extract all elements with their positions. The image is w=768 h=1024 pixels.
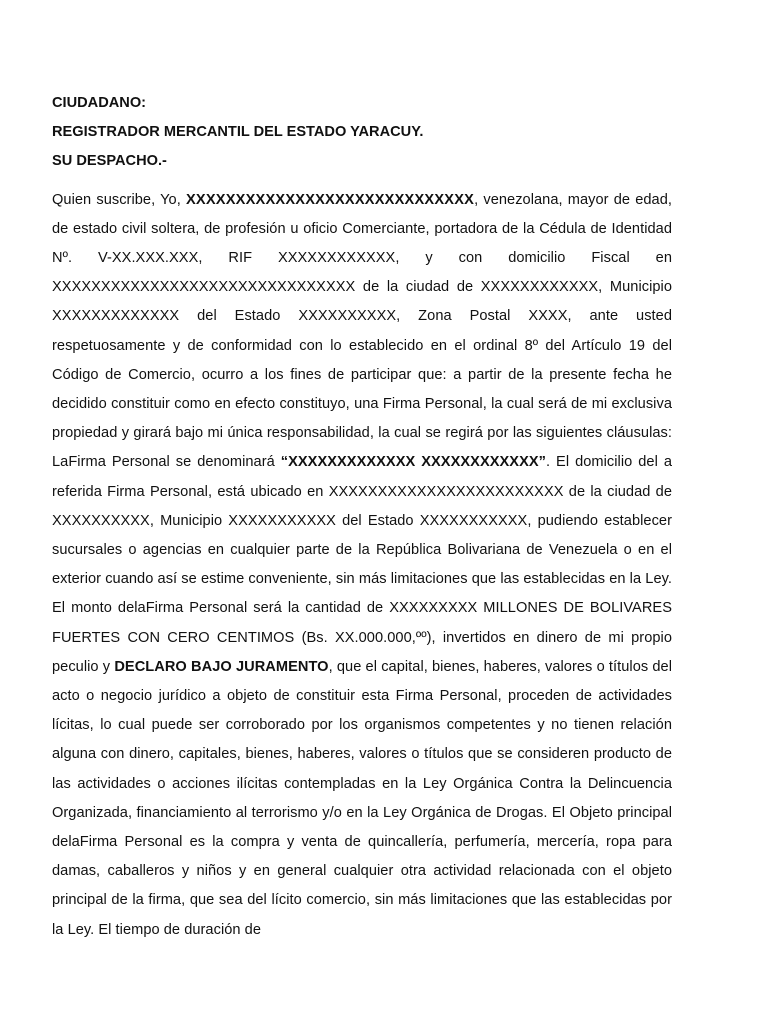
applicant-name: XXXXXXXXXXXXXXXXXXXXXXXXXXXXX xyxy=(185,191,475,208)
body-text-domicile: . El domicilio del a referida Firma Personal, está ubicado en XXXXXXXXXXXXXXXXXXXXXXXX de la ciudad de XXXXXXXXXX, Municipio XXXXXXXXXXX del Estado XXXXXXXXXXX, pudiendo establecer sucursales o agencias en cualquier parte de la República Bolivariana de Venezuela o en el exterior cuando así se estime conveniente, sin más limitaciones que las establecidas en la Ley. El monto delaFirma Personal será la cantidad de XXXXXXXXX MILLONES DE BOLIVARES FUERTES CON CERO CENTIMOS (Bs. XX.000.000,ºº), invertidos en dinero de mi propio peculio y xyxy=(52,454,672,675)
body-paragraph xyxy=(52,186,672,945)
sworn-declaration: DECLARO BAJO JURAMENTO xyxy=(114,658,329,675)
addressee-dispatch: SU DESPACHO.- xyxy=(52,153,167,170)
firm-name: “XXXXXXXXXXXXX XXXXXXXXXXXX” xyxy=(280,454,546,471)
body-text-intro: Quien suscribe, Yo, xyxy=(52,191,186,208)
body-text-purpose: , que el capital, bienes, haberes, valores o títulos del acto o negocio jurídico a objeto de constituir esta Firma Personal, proceden de actividades lícitas, lo cual puede ser corroborado por los organismos competentes y no tienen relación alguna con dinero, capitales, bienes, haberes, valores o títulos que se consideren producto de las actividades o acciones ilícitas contempladas en la Ley Orgánica Contra la Delincuencia Organizada, financiamiento al terrorismo y/o en la Ley Orgánica de Drogas. El Objeto principal delaFirma Personal es la compra y venta de quincallería, perfumería, mercería, ropa para damas, caballeros y niños y en general cualquier otra actividad relacionada con el objeto principal de la firma, que sea del lícito comercio, sin más limitaciones que las establecidas por la Ley. El tiempo de duración de xyxy=(52,658,673,938)
document-page xyxy=(52,89,672,945)
addressee-office: REGISTRADOR MERCANTIL DEL ESTADO YARACUY. xyxy=(52,124,424,141)
body-text-details: , venezolana, mayor de edad, de estado civil soltera, de profesión u oficio Comerciante, portadora de la Cédula de Identidad Nº. V-XX.XXX.XXX, RIF XXXXXXXXXXXX, y con domicilio Fiscal en XXXXXXXXXXXXXXXXXXXXXXXXXXXXXXX de la ciudad de XXXXXXXXXXXX, Municipio XXXXXXXXXXXXX del Estado XXXXXXXXXX, Zona Postal XXXX, ante usted respetuosamente y de conformidad con lo establecido en el ordinal 8º del Artículo 19 del Código de Comercio, ocurro a los fines de participar que: a partir de la presente fecha he decidido constituir como en efecto constituyo, una Firma Personal, la cual será de mi exclusiva propiedad y girará bajo mi única responsabilidad, la cual se regirá por las siguientes cláusulas: LaFirma Personal se denominará xyxy=(52,191,672,471)
addressee-title: CIUDADANO: xyxy=(52,95,147,111)
